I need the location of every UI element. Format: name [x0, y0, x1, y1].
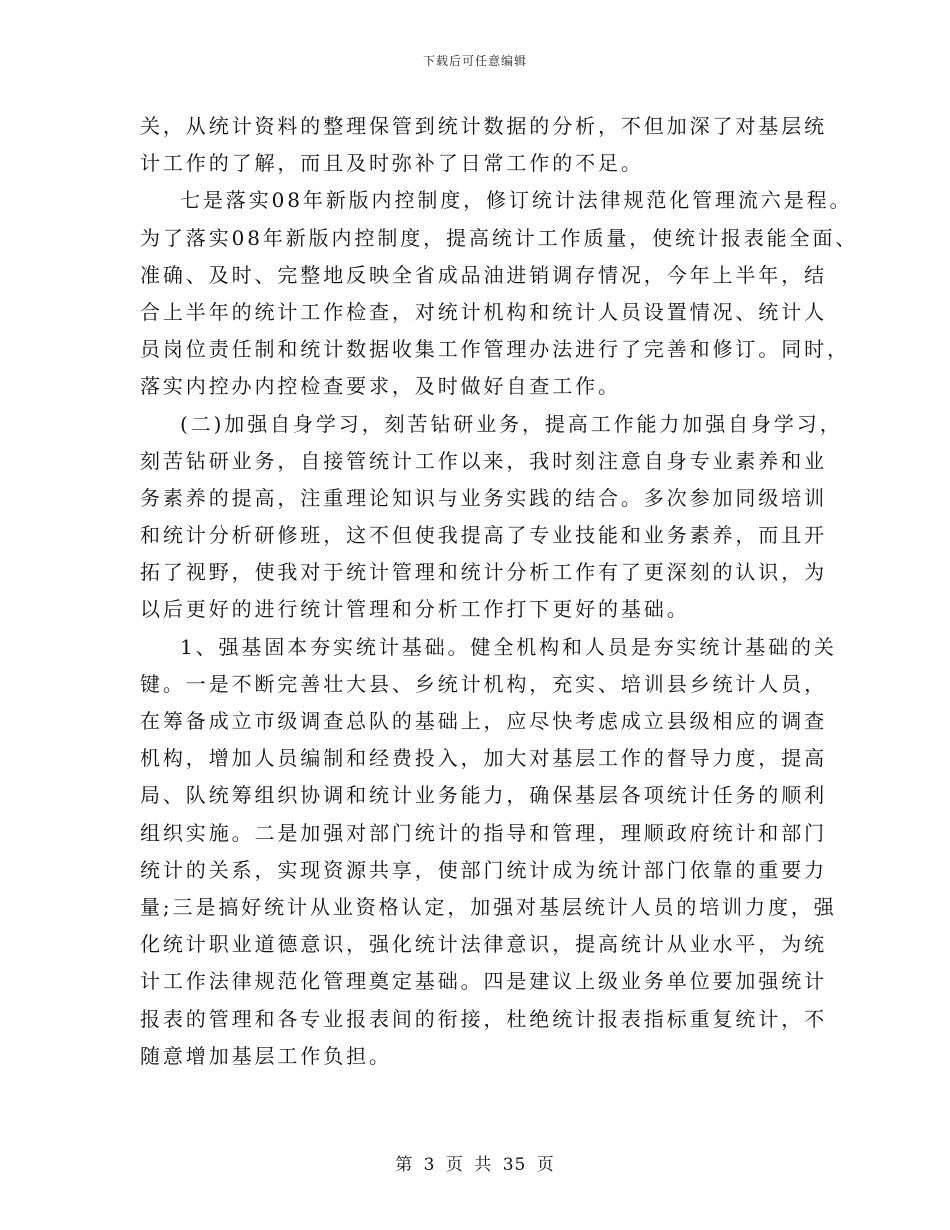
text-line: 拓了视野，使我对于统计管理和统计分析工作有了更深刻的认识，为: [140, 560, 827, 585]
text-line: 和统计分析研修班，这不但使我提高了专业技能和业务素养，而且开: [140, 523, 827, 548]
text-line: 量;三是搞好统计从业资格认定，加强对基层统计人员的培训力度，强: [140, 894, 837, 919]
text-line: 关，从统计资料的整理保管到统计数据的分析，不但加深了对基层统: [140, 114, 827, 138]
text-line: 报表的管理和各专业报表间的衔接，杜绝统计报表指标重复统计，不: [140, 1006, 827, 1031]
text-line: 组织实施。二是加强对部门统计的指导和管理，理顺政府统计和部门: [140, 820, 827, 845]
text-line: 以后更好的进行统计管理和分析工作打下更好的基础。: [140, 597, 690, 622]
text-line: 局、队统筹组织协调和统计业务能力，确保基层各项统计任务的顺利: [140, 783, 827, 808]
paragraph-start-line: 1、强基固本夯实统计基础。健全机构和人员是夯实统计基础的关: [180, 634, 837, 659]
page-header: 下载后可任意编辑: [422, 54, 527, 68]
text-line: 键。一是不断完善壮大县、乡统计机构，充实、培训县乡统计人员，: [140, 671, 827, 696]
document-body: [140, 108, 859, 1075]
text-line: 员岗位责任制和统计数据收集工作管理办法进行了完善和修订。同时，: [140, 337, 850, 362]
text-line: 准确、及时、完整地反映全省成品油进销调存情况，今年上半年，结: [140, 262, 827, 287]
text-line: 机构，增加人员编制和经费投入，加大对基层工作的督导力度，提高: [140, 746, 827, 771]
paragraph-start-line: (二)加强自身学习，刻苦钻研业务，提高工作能力加强自身学习，: [180, 411, 843, 436]
page-number-footer: 第 3 页 共 35 页: [395, 1155, 555, 1175]
text-line: 统计的关系，实现资源共享，使部门统计成为统计部门依靠的重要力: [140, 857, 827, 882]
text-line: 刻苦钻研业务，自接管统计工作以来，我时刻注意自身专业素养和业: [140, 448, 827, 473]
text-line: 务素养的提高，注重理论知识与业务实践的结合。多次参加同级培训: [140, 485, 827, 510]
paragraph-start-line: 七是落实08年新版内控制度，修订统计法律规范化管理流六是程。: [180, 188, 853, 213]
text-line: 计工作法律规范化管理奠定基础。四是建议上级业务单位要加强统计: [140, 969, 827, 994]
text-line: 为了落实08年新版内控制度，提高统计工作质量，使统计报表能全面、: [140, 225, 859, 250]
text-line: 在筹备成立市级调查总队的基础上，应尽快考虑成立县级相应的调查: [140, 709, 827, 733]
text-line: 计工作的了解，而且及时弥补了日常工作的不足。: [140, 151, 644, 176]
text-line: 化统计职业道德意识，强化统计法律意识，提高统计从业水平，为统: [140, 932, 827, 957]
text-line: 随意增加基层工作负担。: [140, 1043, 392, 1068]
text-line: 合上半年的统计工作检查，对统计机构和统计人员设置情况、统计人: [140, 299, 827, 324]
text-line: 落实内控办内控检查要求，及时做好自查工作。: [140, 374, 621, 399]
